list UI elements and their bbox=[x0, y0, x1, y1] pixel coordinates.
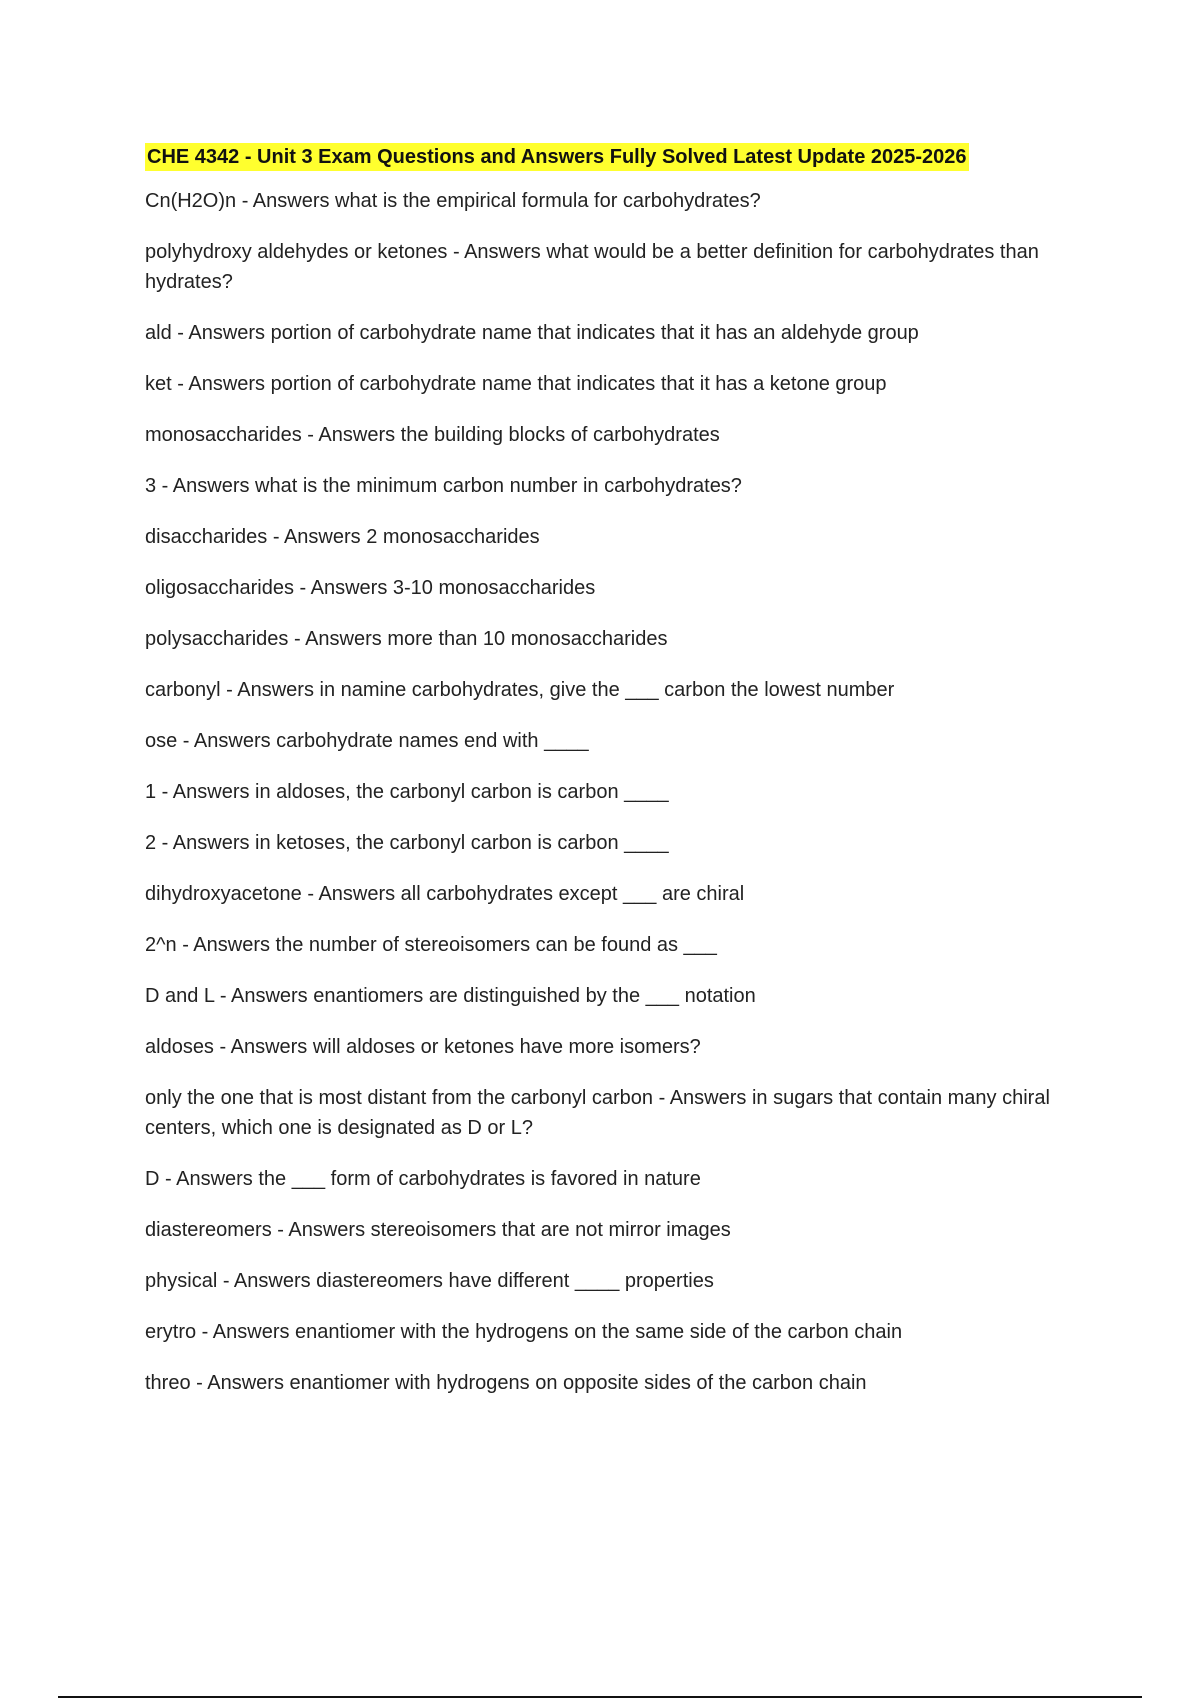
qa-item: 1 - Answers in aldoses, the carbonyl carbon is carbon ____ bbox=[145, 781, 669, 803]
qa-item: monosaccharides - Answers the building blocks of carbohydrates bbox=[145, 424, 720, 446]
qa-item: diastereomers - Answers stereoisomers that are not mirror images bbox=[145, 1219, 731, 1241]
footer-rule bbox=[58, 1696, 1142, 1698]
qa-item: ket - Answers portion of carbohydrate name that indicates that it has a ketone group bbox=[145, 373, 887, 395]
qa-item: D and L - Answers enantiomers are distinguished by the ___ notation bbox=[145, 985, 756, 1007]
qa-item: D - Answers the ___ form of carbohydrates is favored in nature bbox=[145, 1168, 701, 1190]
qa-item: 2^n - Answers the number of stereoisomers can be found as ___ bbox=[145, 934, 717, 956]
qa-item: carbonyl - Answers in namine carbohydrates, give the ___ carbon the lowest number bbox=[145, 679, 895, 701]
qa-item: 2 - Answers in ketoses, the carbonyl carbon is carbon ____ bbox=[145, 832, 669, 854]
qa-item: ald - Answers portion of carbohydrate name that indicates that it has an aldehyde group bbox=[145, 322, 919, 344]
document-title: CHE 4342 - Unit 3 Exam Questions and Answers Fully Solved Latest Update 2025-2026 bbox=[145, 143, 969, 171]
qa-item: dihydroxyacetone - Answers all carbohydrates except ___ are chiral bbox=[145, 883, 745, 905]
qa-item: oligosaccharides - Answers 3-10 monosaccharides bbox=[145, 577, 596, 599]
qa-item: polyhydroxy aldehydes or ketones - Answers what would be a better definition for carbohydrates than hydrates? bbox=[145, 241, 1039, 293]
qa-list bbox=[145, 186, 1095, 1398]
qa-item: polysaccharides - Answers more than 10 monosaccharides bbox=[145, 628, 668, 650]
qa-item: ose - Answers carbohydrate names end with ____ bbox=[145, 730, 589, 752]
document-content bbox=[145, 143, 1095, 1419]
qa-item: disaccharides - Answers 2 monosaccharides bbox=[145, 526, 540, 548]
qa-item: aldoses - Answers will aldoses or ketones have more isomers? bbox=[145, 1036, 701, 1058]
qa-item: erytro - Answers enantiomer with the hydrogens on the same side of the carbon chain bbox=[145, 1321, 903, 1343]
qa-item: physical - Answers diastereomers have different ____ properties bbox=[145, 1270, 714, 1292]
qa-item: threo - Answers enantiomer with hydrogens on opposite sides of the carbon chain bbox=[145, 1372, 867, 1394]
qa-item: only the one that is most distant from the carbonyl carbon - Answers in sugars that contain many chiral centers, which one is designated as D or L? bbox=[145, 1087, 1050, 1139]
qa-item: 3 - Answers what is the minimum carbon number in carbohydrates? bbox=[145, 475, 742, 497]
qa-item: Cn(H2O)n - Answers what is the empirical formula for carbohydrates? bbox=[145, 190, 761, 212]
